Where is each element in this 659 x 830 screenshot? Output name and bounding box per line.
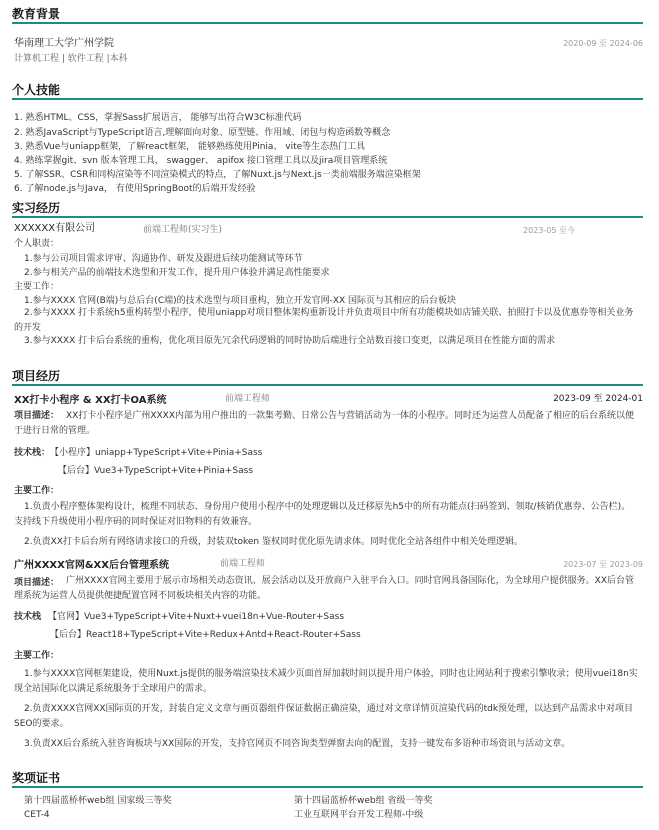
project-work-item: 2.负责XXXX官网XX国际页的开发，封装自定义文章与画页器组件保证数据正确渲染，通过对文章详情页渲染代码的tdk预处理，以达到产品需求中对项目SEO的要求。 bbox=[14, 704, 634, 729]
award-item: 第十四届蓝桥杯web组 国家级三等奖 bbox=[24, 796, 172, 806]
section-title-skills: 个人技能 bbox=[12, 82, 643, 100]
duty-item: 2.参与相关产品的前端技术选型和开发工作，提升用户体验并满足高性能要求 bbox=[24, 268, 330, 278]
work-label: 主要工作： bbox=[14, 651, 60, 661]
duty-label: 个人职责： bbox=[14, 239, 60, 249]
project-role: 前端工程师 bbox=[220, 559, 266, 569]
internship-role: 前端工程师(实习生) bbox=[143, 225, 223, 235]
award-item: 第十四届蓝桥杯web组 省级一等奖 bbox=[294, 796, 433, 806]
section-title-internship: 实习经历 bbox=[12, 200, 643, 218]
section-title-education: 教育背景 bbox=[12, 6, 643, 24]
skill-item: 1. 熟悉HTML、CSS，掌握Sass扩展语言， 能够写出符合W3C标准代码 bbox=[14, 113, 302, 123]
project-name: XX打卡小程序 & XX打卡OA系统 bbox=[14, 395, 167, 406]
project-work-item: 1.参与XXXX官网框架建设，使用Nuxt.js提供的服务端渲染技术减少页面首屏加载时间以提升用户体验，同时也让网站利于搜索引擎收录；使用vuei18n实现全站国际化以满足系统服务于全球用户的需求。 bbox=[14, 669, 638, 694]
skill-item: 2. 熟悉JavaScript与TypeScript语言,理解面向对象、原型链、作用域、闭包与构造函数等概念 bbox=[14, 128, 391, 138]
skill-item: 4. 熟练掌握git、svn 版本管理工具， swagger、 apifox 接口管理工具以及jira项目管理系统 bbox=[14, 156, 388, 166]
project-name: 广州XXXX官网&XX后台管理系统 bbox=[14, 560, 169, 571]
project-desc: 广州XXXX官网主要用于展示市场相关动态资讯、展会活动以及开放商户入驻平台入口。同时官网具备国际化，为全球用户提供服务。XX后台管理系统为运营人员提供便捷配置官网不同板块相关内容的功能。 bbox=[14, 576, 634, 601]
project-desc: XX打卡小程序是广州XXXX内部为用户推出的一款集考勤、日常公告与营销活动为一体的小程序。同时还为运营人员配备了相应的后台系统以便于进行日常的管理。 bbox=[14, 411, 634, 436]
work-label: 主要工作： bbox=[14, 282, 60, 292]
school-name: 华南理工大学广州学院 bbox=[14, 38, 114, 49]
award-item: 工业互联网平台开发工程师-中级 bbox=[294, 810, 424, 820]
stack-line: 【官网】Vue3+TypeScript+Vite+Nuxt+vuei18n+Vue-Router+Sass bbox=[48, 612, 345, 622]
skill-item: 5. 了解SSR、CSR和同构渲染等不同渲染模式的特点，了解Nuxt.js与Next.js一类前端服务端渲染框架 bbox=[14, 170, 421, 180]
internship-date: 2023-05 至今 bbox=[523, 226, 575, 235]
stack-label: 技术栈 bbox=[14, 612, 42, 622]
desc-label: 项目描述： bbox=[14, 411, 60, 421]
stack-label: 技术栈： bbox=[14, 448, 51, 458]
stack-line: 【后台】Vue3+TypeScript+Vite+Pinia+Sass bbox=[58, 466, 254, 476]
skill-item: 3. 熟悉Vue与uniapp框架，了解react框架， 能够熟练使用Pinia、 vite等生态热门工具 bbox=[14, 142, 366, 152]
project-date: 2023-07 至 2023-09 bbox=[563, 560, 643, 569]
stack-line: 【小程序】uniapp+TypeScript+Vite+Pinia+Sass bbox=[50, 448, 263, 458]
section-title-projects: 项目经历 bbox=[12, 368, 643, 386]
major-info: 计算机工程 | 软件工程 |本科 bbox=[14, 54, 128, 64]
project-work-item: 3.负责XX后台系统入驻咨询板块与XX国际的开发，支持官网页不同咨询类型弹窗去向的配置，支持一键发布多语种市场资讯与活动文章。 bbox=[24, 739, 571, 749]
work-item: 2.参与XXXX 打卡系统h5重构转型小程序，使用uniapp对项目整体架构重新设计并负责项目中所有功能模块如店铺关联、拍照打卡以及优惠券等相关业务的开发 bbox=[14, 308, 634, 333]
award-item: CET-4 bbox=[24, 810, 50, 820]
duty-item: 1.参与公司项目需求评审、沟通协作、研发及跟进后续功能测试等环节 bbox=[24, 254, 303, 264]
company-name: XXXXXX有限公司 bbox=[14, 223, 96, 234]
project-work-item: 2.负责XX打卡后台所有网络请求接口的升级，封装双token 鉴权同时优化原先请求体。同时优化全站各组件中相关处理逻辑。 bbox=[24, 537, 523, 547]
education-date: 2020-09 至 2024-06 bbox=[563, 39, 643, 48]
project-work-item: 1.负责小程序整体架构设计，梳理不同状态、身份用户使用小程序中的处理逻辑以及迁移原先h5中的所有功能点(扫码签到、领取/核销优惠券、公告栏)。支持线下升级使用小程序码的同时保证对旧物料的有效兼容。 bbox=[14, 502, 631, 527]
project-role: 前端工程师 bbox=[225, 394, 271, 404]
work-item: 1.参与XXXX 官网(B端)与总后台(C端)的技术选型与项目重构，独立开发官网-XX 国际页与其相应的后台板块 bbox=[24, 296, 457, 306]
work-label: 主要工作： bbox=[14, 486, 60, 496]
section-title-awards: 奖项证书 bbox=[12, 770, 643, 788]
stack-line: 【后台】React18+TypeScript+Vite+Redux+Antd+React-Router+Sass bbox=[50, 630, 361, 640]
work-item: 3.参与XXXX 打卡后台系统的重构，优化项目原先冗余代码逻辑的同时协助后端进行全站数百接口变更，以满足项目在性能方面的需求 bbox=[24, 336, 556, 346]
skill-item: 6. 了解node.js与Java， 有使用SpringBoot的后端开发经验 bbox=[14, 184, 256, 194]
desc-label: 项目描述： bbox=[14, 578, 60, 588]
project-date: 2023-09 至 2024-01 bbox=[553, 394, 643, 404]
